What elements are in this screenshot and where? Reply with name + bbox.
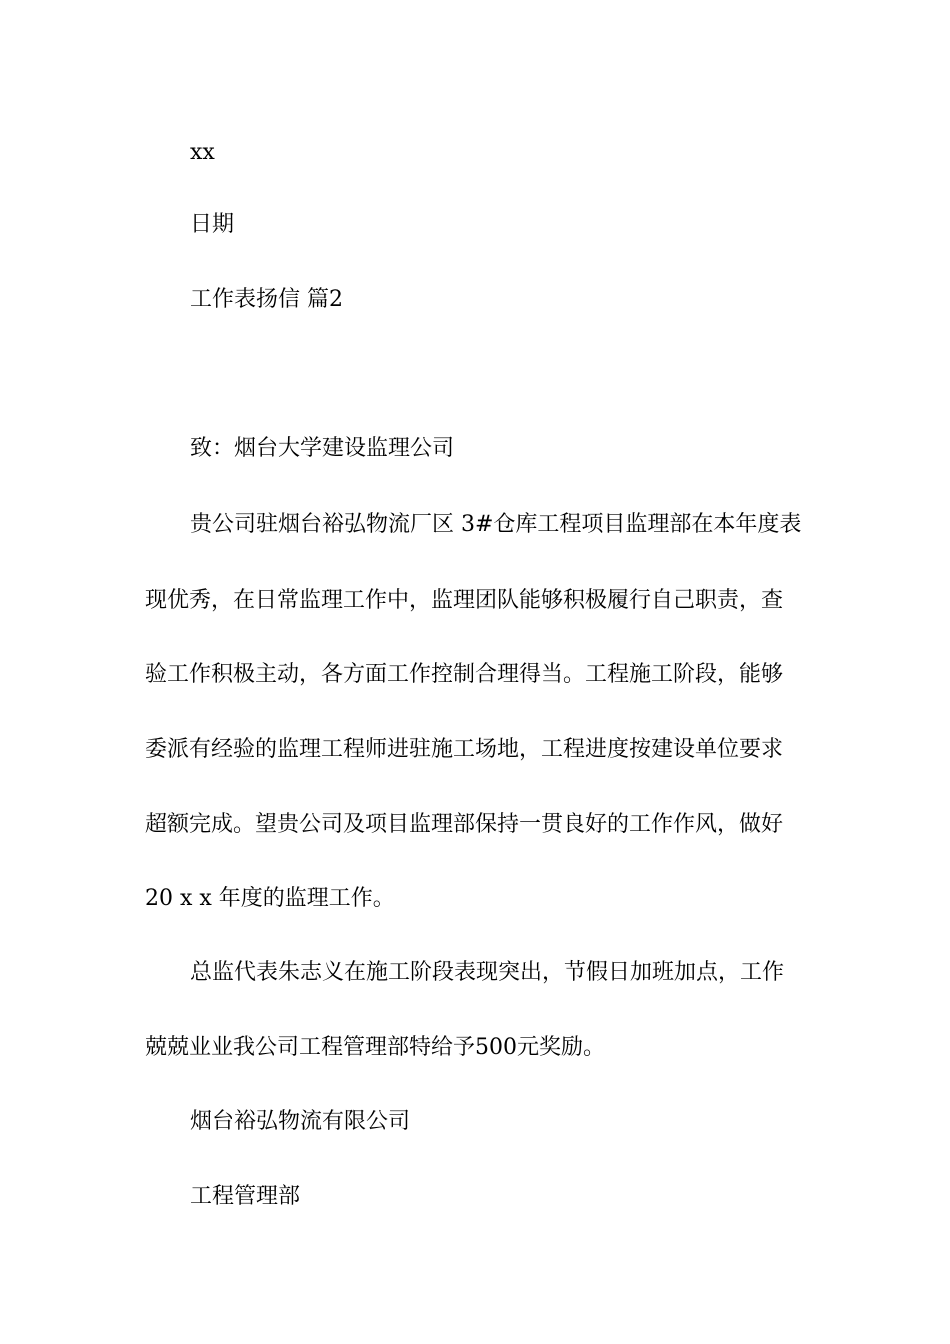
signature-name: xx (190, 140, 215, 165)
letter-recipient: 致：烟台大学建设监理公司 (190, 436, 455, 461)
signature-date: 日期 (190, 212, 235, 237)
body-paragraph-2-line-1: 总监代表朱志义在施工阶段表现突出，节假日加班加点，工作 (190, 960, 785, 985)
section-heading: 工作表扬信 篇2 (190, 287, 343, 312)
body-paragraph-1-line-6: 20 x x 年度的监理工作。 (145, 886, 395, 911)
body-paragraph-1-line-2: 现优秀，在日常监理工作中，监理团队能够积极履行自己职责，查 (145, 588, 784, 613)
body-paragraph-1-line-5: 超额完成。望贵公司及项目监理部保持一贯良好的工作作风，做好 (145, 812, 784, 837)
body-paragraph-1-line-3: 验工作积极主动，各方面工作控制合理得当。工程施工阶段，能够 (145, 662, 784, 687)
sender-company: 烟台裕弘物流有限公司 (190, 1109, 411, 1134)
body-paragraph-2-line-2: 兢兢业业我公司工程管理部特给予500元奖励。 (145, 1035, 605, 1060)
sender-department: 工程管理部 (190, 1184, 301, 1209)
body-paragraph-1-line-1: 贵公司驻烟台裕弘物流厂区 3#仓库工程项目监理部在本年度表 (190, 512, 802, 537)
body-paragraph-1-line-4: 委派有经验的监理工程师进驻施工场地，工程进度按建设单位要求 (145, 737, 784, 762)
